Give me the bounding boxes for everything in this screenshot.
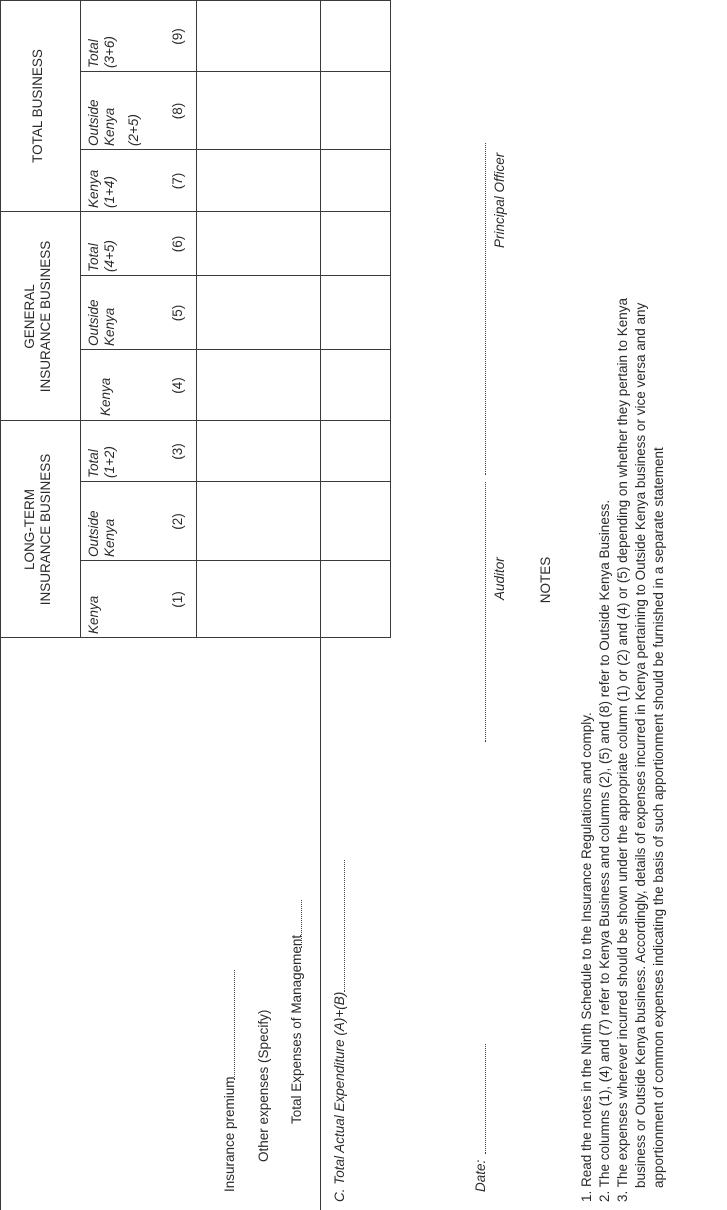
col-border-8-9 bbox=[80, 71, 390, 72]
column-header-3: Total (1+2) bbox=[86, 446, 117, 478]
principal-officer-label: Principal Officer bbox=[492, 152, 507, 248]
col-border-5-6 bbox=[80, 275, 390, 276]
group-header-general: GENERAL INSURANCE BUSINESS bbox=[22, 240, 53, 393]
auditor-label: Auditor bbox=[492, 557, 507, 600]
row-divider bbox=[320, 0, 321, 1210]
group-header-total: TOTAL BUSINESS bbox=[30, 49, 45, 163]
notes-heading: NOTES bbox=[538, 556, 553, 604]
row-label-other-expenses: Other expenses (Specify) bbox=[256, 1009, 271, 1162]
row-label-total-actual-expenditure: C. Total Actual Expenditure (A)+(B) bbox=[332, 991, 347, 1202]
column-number-5: (5) bbox=[170, 304, 185, 322]
col-border-2-3 bbox=[80, 481, 390, 482]
col-border-group-1 bbox=[0, 420, 390, 421]
col-border-1-2 bbox=[80, 560, 390, 561]
date-line bbox=[485, 1044, 486, 1154]
table-top-border bbox=[0, 0, 1, 1210]
column-header-5: Outside Kenya bbox=[86, 299, 117, 346]
column-header-2: Outside Kenya bbox=[86, 510, 117, 557]
col-border-4-5 bbox=[80, 349, 390, 350]
header-bottom-divider bbox=[196, 0, 197, 638]
row-label-total-management: Total Expenses of Management bbox=[289, 934, 304, 1124]
column-number-6: (6) bbox=[170, 235, 185, 253]
column-number-7: (7) bbox=[170, 172, 185, 190]
column-number-9: (9) bbox=[170, 28, 185, 45]
principal-officer-signature-line bbox=[485, 143, 486, 475]
column-header-7: Kenya (1+4) bbox=[86, 169, 117, 208]
date-label: Date: bbox=[473, 1159, 488, 1192]
header-group-divider bbox=[80, 0, 81, 638]
column-number-4: (4) bbox=[170, 377, 185, 394]
note-2: 2. The columns (1), (4) and (7) refer to Kenya Business and columns (2), (5) and (8) refer to Outside Kenya Business. bbox=[597, 499, 612, 1202]
leader-dots-management bbox=[301, 900, 302, 948]
column-number-3: (3) bbox=[170, 443, 185, 460]
note-3-line-2: business or Outside Kenya business. Accordingly, details of expenses incurred in Kenya pertaining to Outside Kenya business or vice versa and any bbox=[633, 302, 648, 1188]
auditor-signature-line bbox=[485, 482, 486, 742]
column-header-1: Kenya bbox=[86, 595, 101, 634]
group-header-long-term: LONG-TERM INSURANCE BUSINESS bbox=[22, 453, 53, 606]
column-header-6: Total (4+5) bbox=[86, 240, 117, 272]
column-number-8: (8) bbox=[170, 102, 185, 120]
column-number-2: (2) bbox=[170, 513, 185, 530]
column-number-1: (1) bbox=[170, 591, 185, 608]
table-bottom-border bbox=[390, 0, 391, 638]
col-border-label bbox=[0, 637, 390, 638]
note-1: 1. Read the notes in the Ninth Schedule to the Insurance Regulations and comply. bbox=[579, 712, 594, 1202]
row-label-insurance-premium: Insurance premium bbox=[222, 1076, 237, 1192]
column-header-4: Kenya bbox=[98, 377, 113, 416]
column-header-8: Outside Kenya (2+5) bbox=[86, 99, 141, 146]
leader-dots-expenditure bbox=[344, 860, 345, 992]
note-3-line-3: apportionment of common expenses indicating the basis of such apportionment should be furnished in a separate statement bbox=[651, 447, 666, 1188]
table-right-border bbox=[0, 0, 390, 1]
col-border-group-2 bbox=[0, 211, 390, 212]
note-3: 3. The expenses wherever incurred should be shown under the appropriate column (1) or (2) and (4) or (5) depending on whether they pertain to Kenya bbox=[615, 297, 630, 1202]
leader-dots-premium bbox=[234, 970, 235, 1080]
col-border-7-8 bbox=[80, 149, 390, 150]
column-header-9: Total (3+6) bbox=[86, 36, 117, 68]
